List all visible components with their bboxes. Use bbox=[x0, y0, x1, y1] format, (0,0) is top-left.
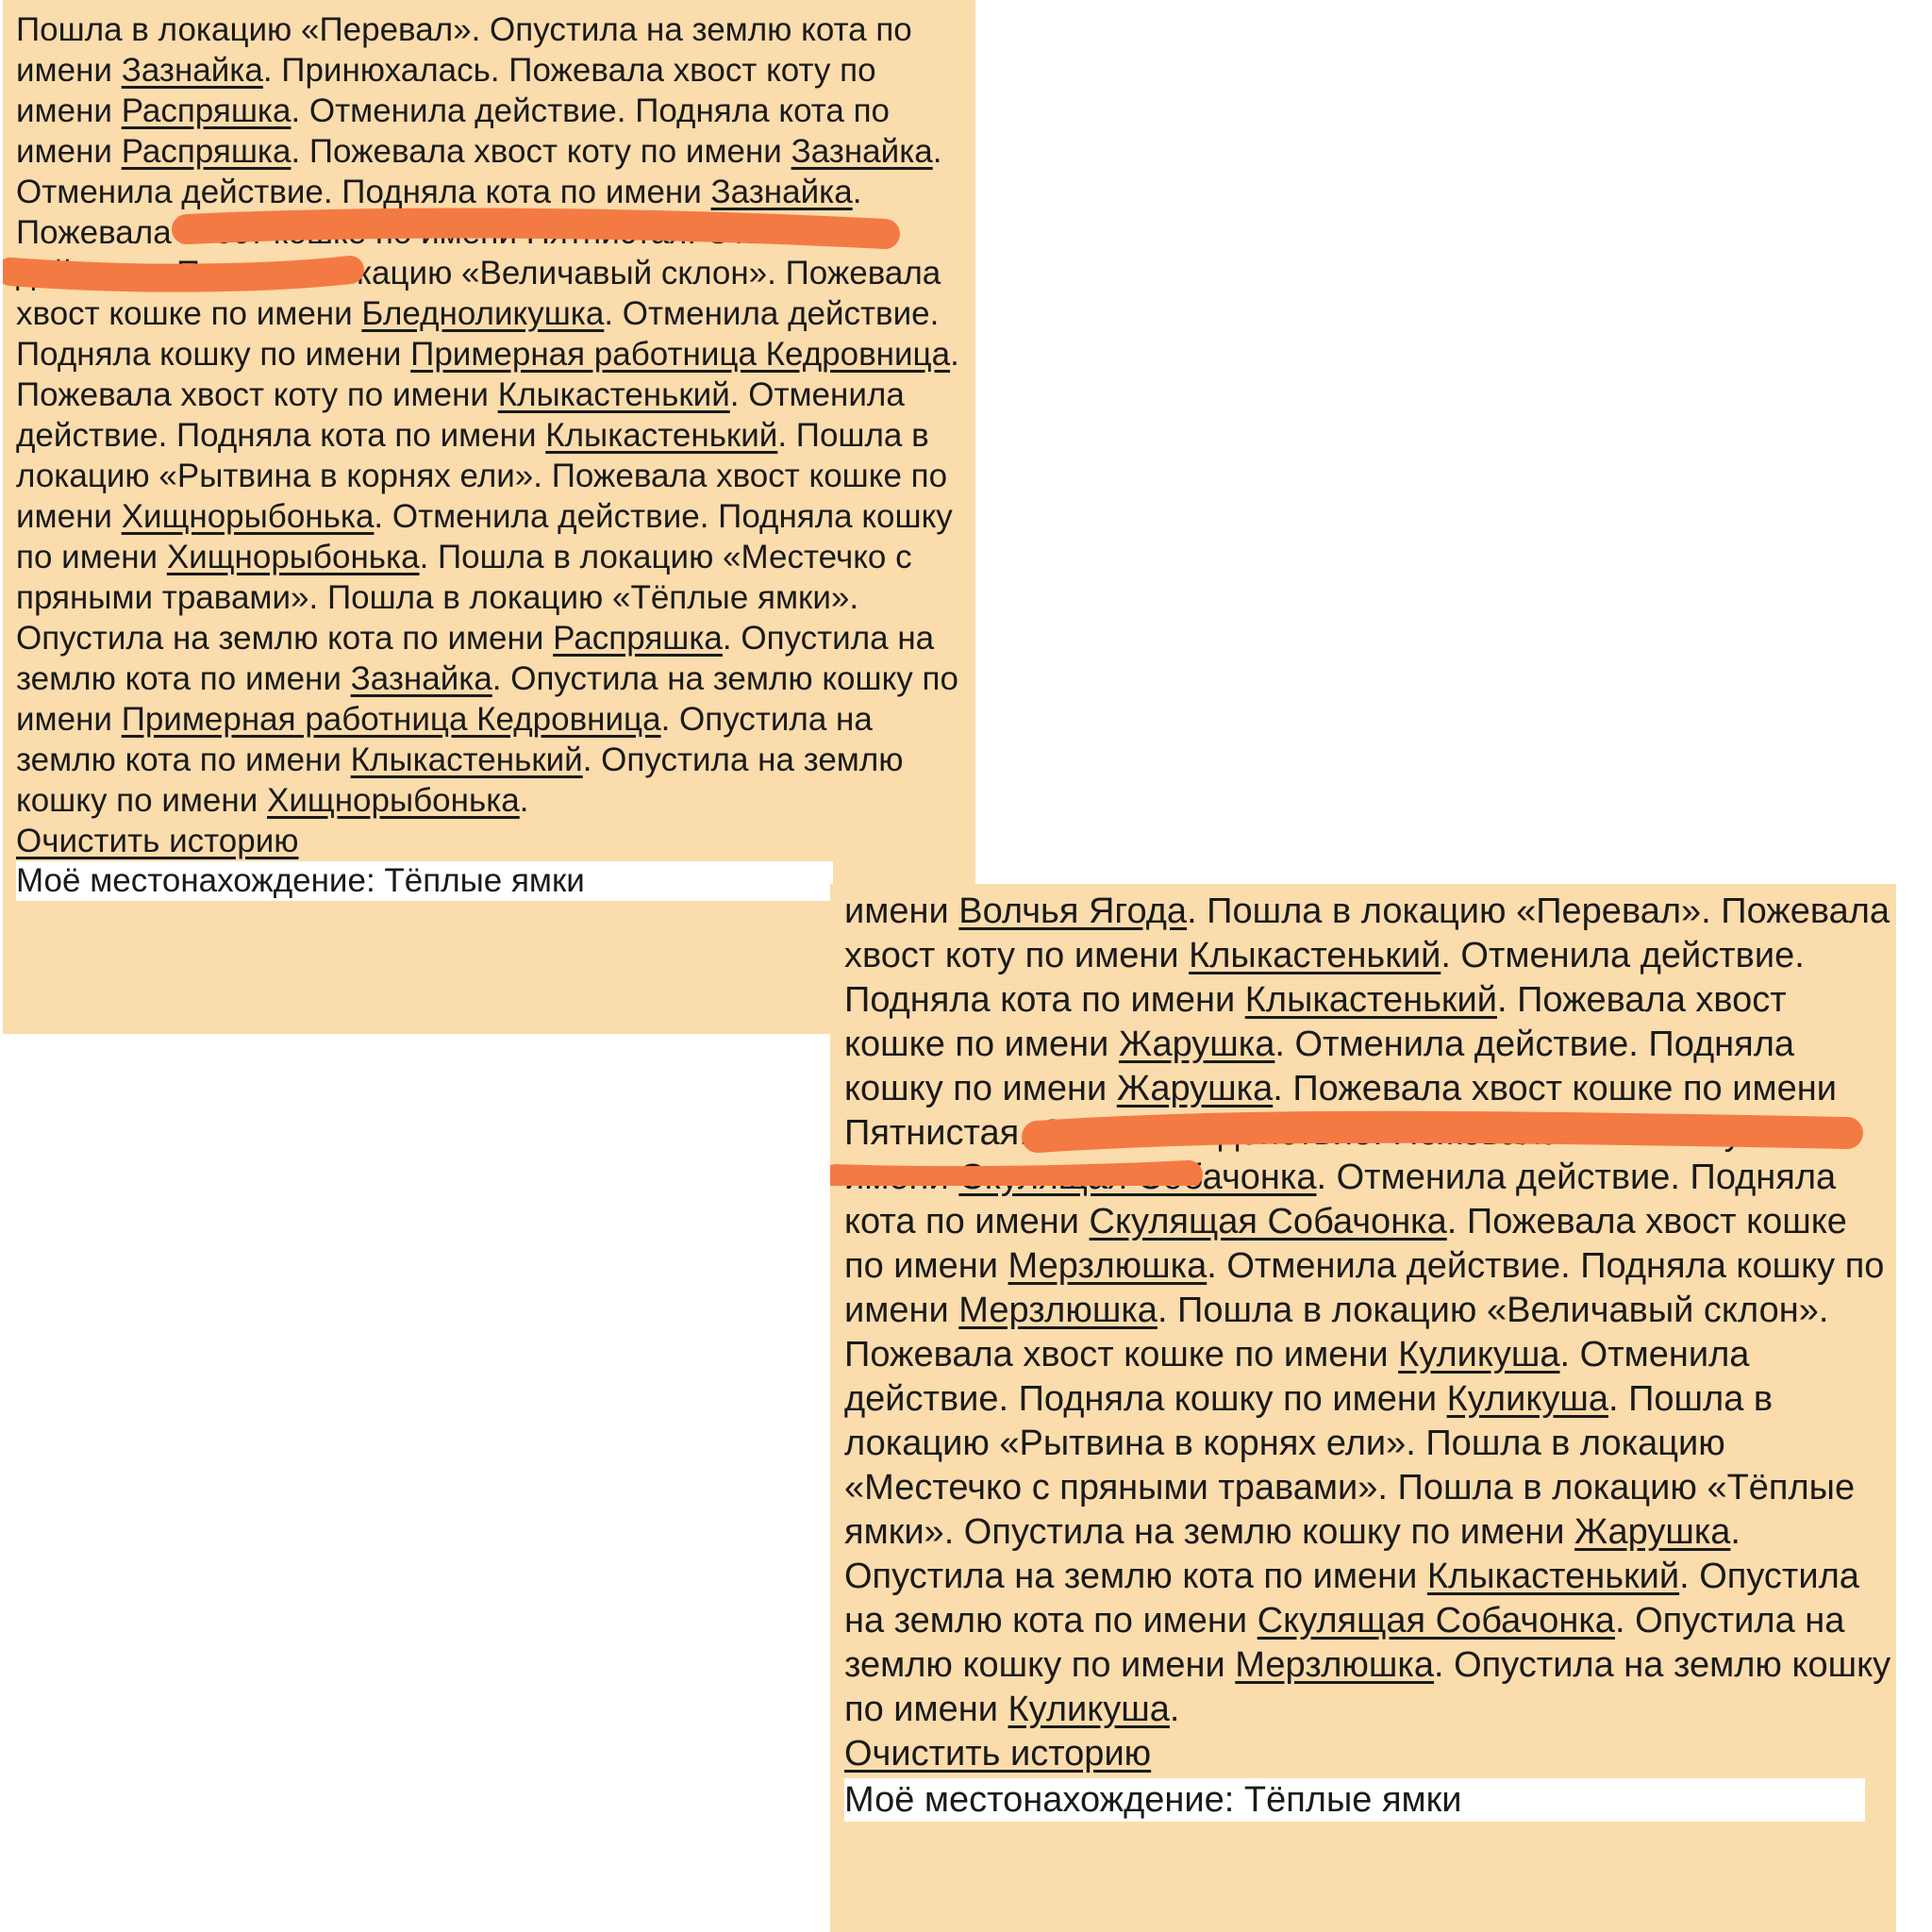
cat-name-link[interactable]: Зазнайка bbox=[121, 52, 263, 89]
history-panel-1 bbox=[3, 0, 975, 1034]
log-text: . Отменила действие. Подняла кота по имени bbox=[844, 1158, 1837, 1241]
log-text: . Отменила действие. Подняла кота по имени bbox=[16, 92, 891, 170]
cat-name-link[interactable]: Хищнорыбонька bbox=[121, 498, 375, 535]
log-text: . Пожевала хвост кошке по имени Пятнистая. Отменила действие. Пожевала хвост коту по имени bbox=[844, 1069, 1837, 1197]
log-text: . Отменила действие. Подняла кошку по имени bbox=[16, 295, 940, 373]
cat-name-link[interactable]: Скулящая Собачонка bbox=[958, 1158, 1317, 1197]
cat-name-link[interactable]: Куликуша bbox=[1008, 1690, 1170, 1729]
action-log bbox=[844, 890, 1891, 1732]
location-status: Моё местонахождение: Тёплые ямки bbox=[16, 861, 833, 901]
log-text: . Опустила на землю кота по имени bbox=[844, 1512, 1740, 1596]
cat-name-link[interactable]: Жарушка bbox=[1118, 1024, 1275, 1064]
log-text: . Пошла в локацию «Перевал». Пожевала хвост коту по имени bbox=[844, 891, 1890, 975]
cat-name-link[interactable]: Куликуша bbox=[1446, 1379, 1608, 1419]
cat-name-link[interactable]: Зазнайка bbox=[350, 660, 492, 697]
log-text: . Принюхалась. Пожевала хвост коту по имени bbox=[16, 52, 876, 129]
log-text: . Отменила действие. Подняла кота по имени bbox=[844, 936, 1805, 1020]
cat-name-link[interactable]: Куликуша bbox=[1398, 1335, 1560, 1374]
log-text: . Опустила на землю кошку по имени bbox=[844, 1601, 1845, 1685]
cat-name-link[interactable]: Примерная работница Кедровница bbox=[410, 336, 951, 373]
log-text: . Пожевала хвост кошке по имени Пятнистая. Отменила действие. bbox=[16, 174, 862, 291]
log-text: . Пожевала хвост коту по имени bbox=[291, 133, 791, 170]
cat-name-link[interactable]: Распряшка bbox=[553, 620, 723, 657]
cat-name-link[interactable]: Клыкастенький bbox=[350, 741, 583, 778]
cat-name-link[interactable]: Распряшка bbox=[121, 92, 291, 129]
cat-name-link[interactable]: Клыкастенький bbox=[545, 417, 778, 454]
log-text: . Отменила действие. Подняла кошку по имени bbox=[844, 1024, 1795, 1108]
clear-history-link[interactable]: Очистить историю bbox=[844, 1734, 1152, 1774]
log-text: Пошла в локацию «Перевал». Опустила на землю кота по имени bbox=[16, 11, 912, 89]
cat-name-link[interactable]: Примерная работница Кедровница bbox=[121, 701, 661, 738]
cat-name-link[interactable]: Клыкастенький bbox=[497, 376, 730, 413]
log-text: . Отменила действие. Подняла кошку по имени bbox=[844, 1335, 1750, 1419]
cat-name-link[interactable]: Хищнорыбонька bbox=[267, 782, 520, 819]
log-text: . Пошла в локацию «Величавый склон». Пожевала хвост кошке по имени bbox=[844, 1291, 1829, 1374]
log-text: . Отменила действие. Подняла кота по имени bbox=[16, 133, 942, 210]
log-text: . Пожевала хвост кошке по имени bbox=[844, 980, 1787, 1064]
cat-name-link[interactable]: Распряшка bbox=[121, 133, 291, 170]
cat-name-link[interactable]: Мерзлюшка bbox=[1235, 1645, 1434, 1685]
cat-name-link[interactable]: Клыкастенький bbox=[1244, 980, 1497, 1020]
cat-name-link[interactable]: Волчья Ягода bbox=[958, 891, 1188, 931]
action-log bbox=[16, 9, 969, 821]
cat-name-link[interactable]: Клыкастенький bbox=[1189, 936, 1441, 975]
clear-history-link[interactable]: Очистить историю bbox=[16, 823, 299, 859]
log-text: . bbox=[1169, 1690, 1180, 1729]
cat-name-link[interactable]: Жарушка bbox=[1574, 1512, 1731, 1552]
log-text: . Отменила действие. Подняла кошку по имени bbox=[844, 1246, 1885, 1330]
log-text: . Опустила на землю кота по имени bbox=[16, 701, 873, 778]
cat-name-link[interactable]: Жарушка bbox=[1116, 1069, 1274, 1108]
log-text: . Опустила на землю кошку по имени bbox=[16, 660, 958, 738]
log-text: . Отменила действие. Подняла кошку по имени bbox=[16, 498, 953, 575]
cat-name-link[interactable]: Зазнайка bbox=[791, 133, 933, 170]
log-text: Пошла в локацию «Величавый склон». Пожевала хвост кошке по имени bbox=[16, 255, 941, 332]
log-text: . Отменила действие. Подняла кота по имени bbox=[16, 376, 905, 454]
log-text: имени bbox=[844, 891, 959, 931]
log-text: . Пожевала хвост кошке по имени bbox=[844, 1202, 1847, 1286]
log-text: . Опустила на землю кота по имени bbox=[16, 620, 935, 697]
cat-name-link[interactable]: Мерзлюшка bbox=[1008, 1246, 1208, 1286]
cat-name-link[interactable]: Скулящая Собачонка bbox=[1257, 1601, 1615, 1641]
log-text: . Пошла в локацию «Местечко с пряными травами». Пошла в локацию «Тёплые ямки». Опустила на землю кота по имени bbox=[16, 539, 912, 657]
log-text: . Пошла в локацию «Рытвина в корнях ели». Пошла в локацию «Местечко с пряными травами». Пошла в локацию «Тёплые ямки». Опустила на землю кошку по имени bbox=[844, 1379, 1856, 1552]
cat-name-link[interactable]: Бледноликушка bbox=[361, 295, 605, 332]
location-status: Моё местонахождение: Тёплые ямки bbox=[844, 1778, 1865, 1822]
log-text: . Опустила на землю кота по имени bbox=[844, 1557, 1859, 1641]
log-text: . Пожевала хвост коту по имени bbox=[16, 336, 959, 413]
cat-name-link[interactable]: Зазнайка bbox=[710, 174, 853, 210]
cat-name-link[interactable]: Хищнорыбонька bbox=[166, 539, 420, 575]
log-text: . Опустила на землю кошку по имени bbox=[844, 1645, 1891, 1729]
log-text: . Опустила на землю кошку по имени bbox=[16, 741, 904, 819]
log-text: . bbox=[519, 782, 529, 819]
history-panel-2 bbox=[830, 884, 1896, 1932]
cat-name-link[interactable]: Скулящая Собачонка bbox=[1089, 1202, 1447, 1241]
cat-name-link[interactable]: Клыкастенький bbox=[1426, 1557, 1680, 1596]
log-text: . Пошла в локацию «Рытвина в корнях ели». Пожевала хвост кошке по имени bbox=[16, 417, 948, 535]
cat-name-link[interactable]: Мерзлюшка bbox=[958, 1291, 1158, 1330]
